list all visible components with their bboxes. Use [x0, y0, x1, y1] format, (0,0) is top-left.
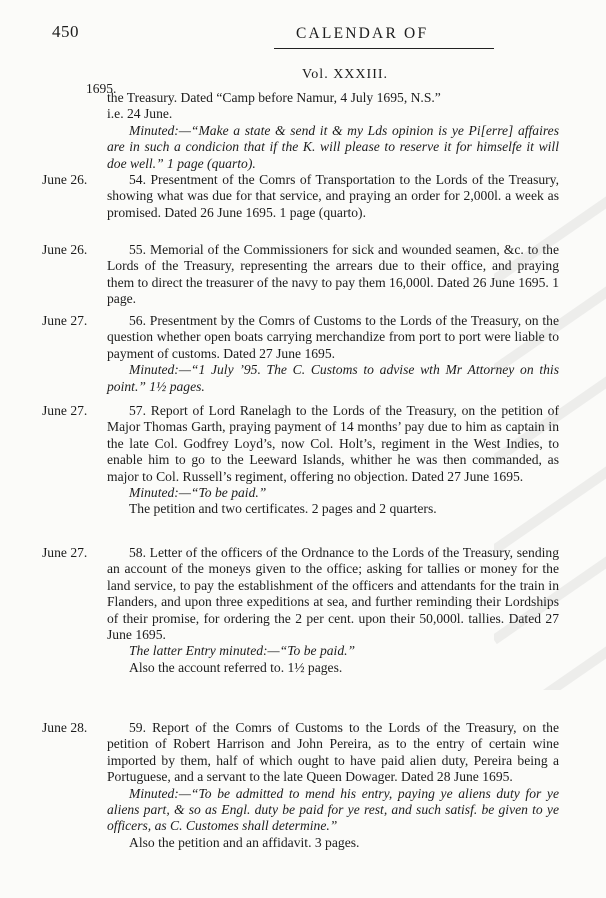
- entry-59: [107, 720, 559, 851]
- entry-text: 58. Letter of the officers of the Ordnance to the Lords of the Treasury, sending an account of the moneys given to the office; asking for tallies or money for the land service, to pay the establishment of the officers and attendants for the train in Flanders, and upon three expeditions at sea, and further reminding their Lordships of their promise, for ordering the 2 per cent. upon their 50,000l. tallies. Dated 27 June 1695.: [107, 545, 559, 643]
- entry-minute: Minuted:—“1 July ’95. The C. Customs to advise wth Mr Attorney on this point.” 1½ pages.: [107, 362, 559, 394]
- entry-text-line: i.e. 24 June.: [107, 106, 173, 122]
- entry-date: June 26.: [42, 172, 88, 187]
- entry-date: June 27.: [42, 403, 88, 418]
- entry-date: June 28.: [42, 720, 88, 735]
- entry-date: June 27.: [42, 545, 88, 560]
- header-rule: [274, 48, 494, 49]
- entry-57: [107, 403, 559, 518]
- entry-text: 59. Report of the Comrs of Customs to the Lords of the Treasury, on the petition of Robert Harrison and John Pereira, as to the entry of certain wine imported by them, half of which ought to have paid alien duty, Pereira being a Portuguese, and a servant to the late Queen Dowager. Dated 28 June 1695.: [107, 720, 559, 785]
- page-number: 450: [52, 22, 79, 41]
- entry-enclosure: Also the petition and an affidavit. 3 pages.: [129, 834, 360, 850]
- entry-55: [107, 242, 559, 308]
- year-label: 1695.: [86, 81, 117, 96]
- entry-minute: Minuted:—“To be paid.”: [129, 485, 267, 501]
- entry-text-line: the Treasury. Dated “Camp before Namur, 4 July 1695, N.S.”: [107, 90, 441, 105]
- entry-56: [107, 313, 559, 395]
- entry-minute: The latter Entry minuted:—“To be paid.”: [129, 643, 356, 659]
- entry-continuation: [107, 90, 559, 172]
- entry-text: 57. Report of Lord Ranelagh to the Lords of the Treasury, on the petition of Major Thomas Garth, praying payment of 14 months’ pay due to him as captain in the late Col. Godfrey Loyd’s, now Col. Holt’s, regiment in the West Indies, to enable him to go to the Leeward Islands, whither he was then commanded, as major to Col. Russell’s regiment, offering no objection. Dated 27 June 1695.: [107, 403, 559, 484]
- entry-text: 54. Presentment of the Comrs of Transportation to the Lords of the Treasury, showing what was due for that service, and praying an order for 2,000l. a week as promised. Dated 26 June 1695. 1 page (quarto).: [107, 172, 559, 220]
- running-title: CALENDAR OF: [296, 25, 429, 42]
- entry-enclosure: The petition and two certificates. 2 pages and 2 quarters.: [129, 501, 437, 517]
- entry-58: [107, 545, 559, 676]
- entry-minute: Minuted:—“To be admitted to mend his entry, paying ye aliens duty for ye aliens part, & so as Engl. duty be paid for ye rest, and such satisf. be given to ye officers, as C. Customes shall determine.”: [107, 785, 559, 834]
- entry-enclosure: Also the account referred to. 1½ pages.: [129, 659, 343, 675]
- entry-54: [107, 172, 559, 221]
- entry-minute: Minuted:—“Make a state & send it & my Lds opinion is ye Pi[erre] affaires are in such a condicion that if the K. will please to reserve it for himselfe it will doe well.” 1 page (quarto).: [107, 122, 559, 171]
- entry-text: 55. Memorial of the Commissioners for sick and wounded seamen, &c. to the Lords of the Treasury, representing the arrears due to their office, and praying them to direct the treasurer of the navy to pay them 16,000l. Dated 26 June 1695. 1 page.: [107, 242, 559, 307]
- entry-text: 56. Presentment by the Comrs of Customs to the Lords of the Treasury, on the question whether open boats carrying merchandize from port to port were liable to payment of customs. Dated 27 June 1695.: [107, 313, 559, 361]
- entry-date: June 26.: [42, 242, 88, 257]
- entry-date: June 27.: [42, 313, 88, 328]
- volume-label: Vol. XXXIII.: [302, 67, 389, 82]
